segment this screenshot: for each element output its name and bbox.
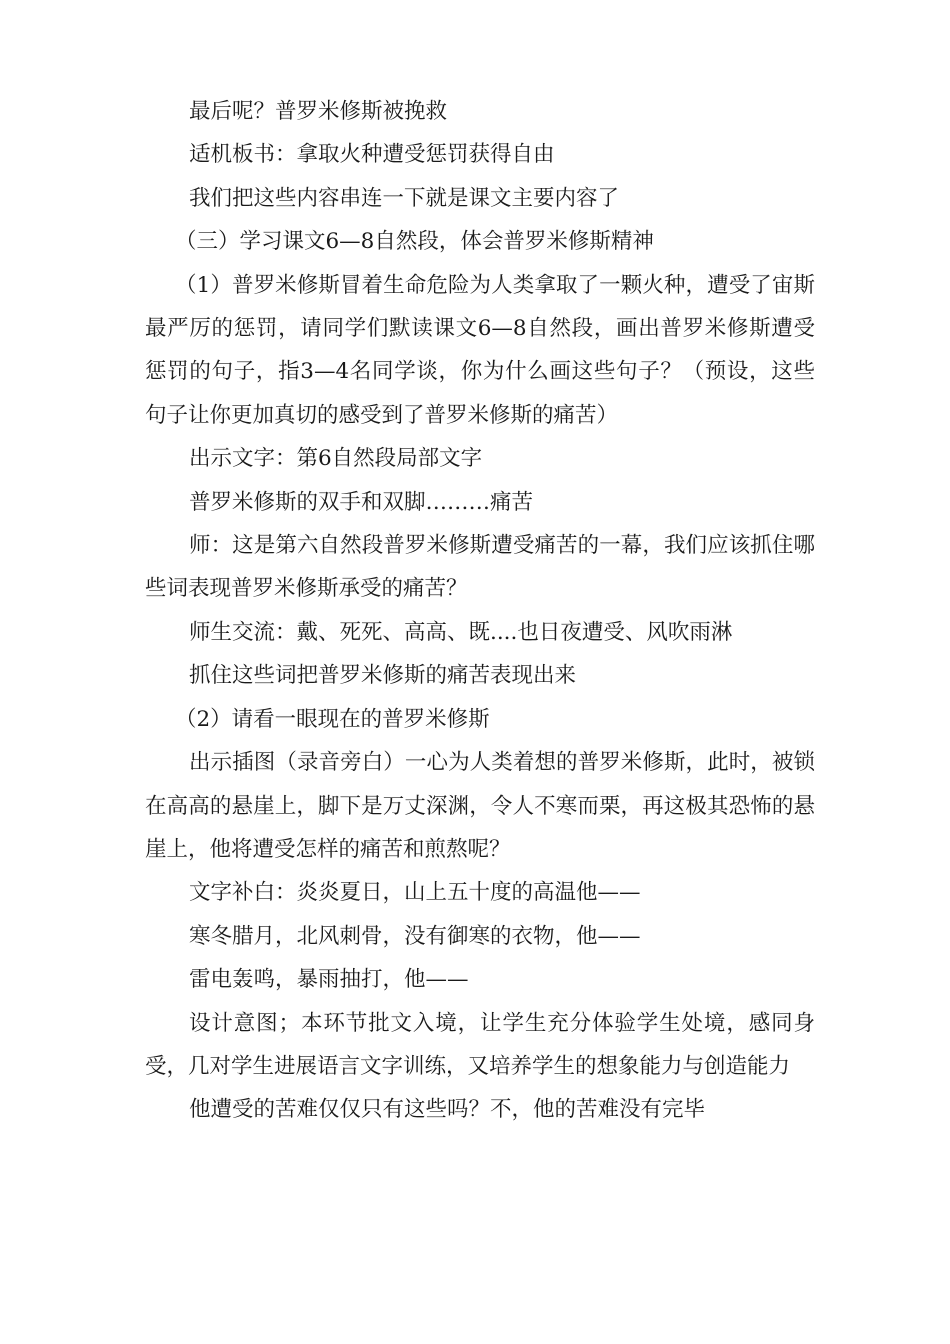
paragraph-task-1: （1）普罗米修斯冒着生命危险为人类拿取了一颗火种，遭受了宙斯最严厉的惩罚，请同学们默读课文6—8自然段，画出普罗米修斯遭受惩罚的句子，指3—4名同学谈，你为什么画这些句子？（预设，这些句子让你更加真切的感受到了普罗米修斯的痛苦） bbox=[145, 272, 815, 428]
paragraph-12: 出示插图（录音旁白）一心为人类着想的普罗米修斯，此时，被锁在高高的悬崖上，脚下是万丈深渊，令人不寒而栗，再这极其恐怖的悬崖上，他将遭受怎样的痛苦和煎熬呢？ bbox=[145, 750, 815, 862]
paragraph-14: 寒冬腊月，北风刺骨，没有御寒的衣物，他—— bbox=[189, 923, 641, 949]
paragraph-8: 师：这是第六自然段普罗米修斯遭受痛苦的一幕，我们应该抓住哪些词表现普罗米修斯承受的痛苦？ bbox=[145, 533, 815, 602]
paragraph-3: 我们把这些内容串连一下就是课文主要内容了 bbox=[189, 185, 620, 211]
paragraph-7: 普罗米修斯的双手和双脚………痛苦 bbox=[189, 489, 534, 515]
paragraph-10: 抓住这些词把普罗米修斯的痛苦表现出来 bbox=[189, 663, 577, 689]
paragraph-task-2: （2）请看一眼现在的普罗米修斯 bbox=[175, 706, 490, 732]
document-body bbox=[145, 90, 815, 1132]
paragraph-1: 最后呢？普罗米修斯被挽救 bbox=[189, 99, 448, 124]
paragraph-9: 师生交流：戴、死死、高高、既....也日夜遭受、风吹雨淋 bbox=[189, 619, 733, 645]
paragraph-16: 设计意图；本环节批文入境，让学生充分体验学生处境，感同身受，几对学生进展语言文字训练，又培养学生的想象能力与创造能力 bbox=[145, 1010, 815, 1079]
paragraph-17: 他遭受的苦难仅仅只有这些吗？不，他的苦难没有完毕 bbox=[189, 1097, 706, 1123]
paragraph-2: 适机板书：拿取火种遭受惩罚获得自由 bbox=[189, 142, 555, 168]
paragraph-15: 雷电轰鸣，暴雨抽打，他—— bbox=[189, 967, 469, 993]
paragraph-13: 文字补白：炎炎夏日，山上五十度的高温他—— bbox=[189, 880, 641, 906]
section-heading-3: （三）学习课文6—8自然段，体会普罗米修斯精神 bbox=[175, 229, 654, 255]
paragraph-6: 出示文字：第6自然段局部文字 bbox=[189, 446, 483, 472]
